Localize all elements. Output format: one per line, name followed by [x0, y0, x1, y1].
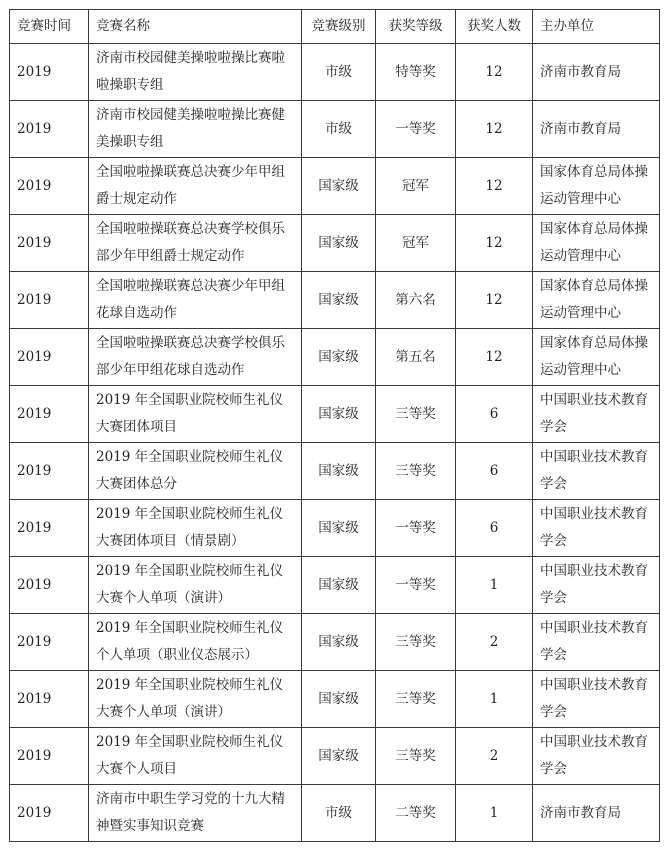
cell-org: 济南市教育局 — [533, 44, 660, 101]
table-row — [10, 557, 660, 614]
cell-time: 2019 — [10, 272, 89, 329]
cell-level: 国家级 — [302, 614, 376, 671]
cell-org: 中国职业技术教育学会 — [533, 728, 660, 785]
cell-count: 1 — [456, 785, 533, 842]
cell-org: 中国职业技术教育学会 — [533, 386, 660, 443]
cell-level: 国家级 — [302, 500, 376, 557]
cell-count: 6 — [456, 386, 533, 443]
cell-name: 2019 年全国职业院校师生礼仪大赛个人单项（演讲） — [89, 671, 302, 728]
cell-count: 12 — [456, 272, 533, 329]
cell-time: 2019 — [10, 215, 89, 272]
header-level: 竞赛级别 — [302, 10, 376, 44]
cell-org: 国家体育总局体操运动管理中心 — [533, 329, 660, 386]
cell-award: 第六名 — [376, 272, 456, 329]
cell-award: 三等奖 — [376, 728, 456, 785]
cell-time: 2019 — [10, 500, 89, 557]
cell-time: 2019 — [10, 728, 89, 785]
table-row — [10, 728, 660, 785]
cell-level: 国家级 — [302, 671, 376, 728]
cell-name: 济南市中职生学习党的十九大精神暨实事知识竞赛 — [89, 785, 302, 842]
cell-time: 2019 — [10, 671, 89, 728]
cell-level: 国家级 — [302, 329, 376, 386]
cell-org: 中国职业技术教育学会 — [533, 614, 660, 671]
cell-count: 2 — [456, 728, 533, 785]
cell-level: 市级 — [302, 44, 376, 101]
cell-time: 2019 — [10, 557, 89, 614]
cell-time: 2019 — [10, 44, 89, 101]
cell-award: 三等奖 — [376, 614, 456, 671]
cell-name: 2019 年全国职业院校师生礼仪大赛团体总分 — [89, 443, 302, 500]
cell-count: 2 — [456, 614, 533, 671]
cell-org: 国家体育总局体操运动管理中心 — [533, 272, 660, 329]
table-row — [10, 215, 660, 272]
awards-table — [9, 9, 660, 842]
header-time: 竞赛时间 — [10, 10, 89, 44]
cell-level: 国家级 — [302, 386, 376, 443]
cell-time: 2019 — [10, 443, 89, 500]
table-row — [10, 443, 660, 500]
cell-org: 中国职业技术教育学会 — [533, 557, 660, 614]
table-row — [10, 329, 660, 386]
cell-name: 2019 年全国职业院校师生礼仪个人单项（职业仪态展示） — [89, 614, 302, 671]
header-org: 主办单位 — [533, 10, 660, 44]
cell-count: 12 — [456, 44, 533, 101]
cell-time: 2019 — [10, 329, 89, 386]
cell-org: 国家体育总局体操运动管理中心 — [533, 158, 660, 215]
cell-name: 2019 年全国职业院校师生礼仪大赛个人项目 — [89, 728, 302, 785]
table-row — [10, 671, 660, 728]
cell-name: 2019 年全国职业院校师生礼仪大赛个人单项（演讲） — [89, 557, 302, 614]
cell-count: 1 — [456, 557, 533, 614]
cell-award: 冠军 — [376, 158, 456, 215]
cell-time: 2019 — [10, 785, 89, 842]
cell-org: 中国职业技术教育学会 — [533, 671, 660, 728]
cell-count: 12 — [456, 101, 533, 158]
cell-name: 济南市校园健美操啦啦操比赛啦啦操职专组 — [89, 44, 302, 101]
cell-award: 特等奖 — [376, 44, 456, 101]
cell-name: 全国啦啦操联赛总决赛少年甲组爵士规定动作 — [89, 158, 302, 215]
table-row — [10, 500, 660, 557]
cell-name: 济南市校园健美操啦啦操比赛健美操职专组 — [89, 101, 302, 158]
cell-level: 国家级 — [302, 272, 376, 329]
cell-award: 三等奖 — [376, 443, 456, 500]
cell-org: 中国职业技术教育学会 — [533, 500, 660, 557]
header-name: 竞赛名称 — [89, 10, 302, 44]
cell-org: 国家体育总局体操运动管理中心 — [533, 215, 660, 272]
cell-time: 2019 — [10, 101, 89, 158]
cell-level: 市级 — [302, 101, 376, 158]
cell-award: 三等奖 — [376, 671, 456, 728]
cell-count: 12 — [456, 329, 533, 386]
header-count: 获奖人数 — [456, 10, 533, 44]
cell-level: 国家级 — [302, 158, 376, 215]
table-row — [10, 614, 660, 671]
cell-org: 中国职业技术教育学会 — [533, 443, 660, 500]
cell-count: 1 — [456, 671, 533, 728]
table-row — [10, 785, 660, 842]
cell-level: 国家级 — [302, 728, 376, 785]
cell-time: 2019 — [10, 158, 89, 215]
cell-org: 济南市教育局 — [533, 785, 660, 842]
table-row — [10, 44, 660, 101]
cell-level: 市级 — [302, 785, 376, 842]
cell-count: 12 — [456, 215, 533, 272]
cell-level: 国家级 — [302, 557, 376, 614]
table-row — [10, 386, 660, 443]
table-row — [10, 272, 660, 329]
cell-award: 三等奖 — [376, 386, 456, 443]
cell-award: 一等奖 — [376, 101, 456, 158]
table-row — [10, 101, 660, 158]
cell-count: 6 — [456, 443, 533, 500]
cell-award: 一等奖 — [376, 557, 456, 614]
cell-name: 全国啦啦操联赛总决赛学校俱乐部少年甲组爵士规定动作 — [89, 215, 302, 272]
cell-org: 济南市教育局 — [533, 101, 660, 158]
cell-name: 2019 年全国职业院校师生礼仪大赛团体项目（情景剧） — [89, 500, 302, 557]
cell-time: 2019 — [10, 386, 89, 443]
cell-level: 国家级 — [302, 443, 376, 500]
header-row — [10, 10, 660, 44]
cell-count: 6 — [456, 500, 533, 557]
header-award: 获奖等级 — [376, 10, 456, 44]
cell-time: 2019 — [10, 614, 89, 671]
cell-award: 第五名 — [376, 329, 456, 386]
cell-award: 冠军 — [376, 215, 456, 272]
cell-count: 12 — [456, 158, 533, 215]
cell-name: 2019 年全国职业院校师生礼仪大赛团体项目 — [89, 386, 302, 443]
cell-award: 一等奖 — [376, 500, 456, 557]
cell-award: 二等奖 — [376, 785, 456, 842]
table-row — [10, 158, 660, 215]
cell-name: 全国啦啦操联赛总决赛学校俱乐部少年甲组花球自选动作 — [89, 329, 302, 386]
cell-level: 国家级 — [302, 215, 376, 272]
cell-name: 全国啦啦操联赛总决赛少年甲组花球自选动作 — [89, 272, 302, 329]
